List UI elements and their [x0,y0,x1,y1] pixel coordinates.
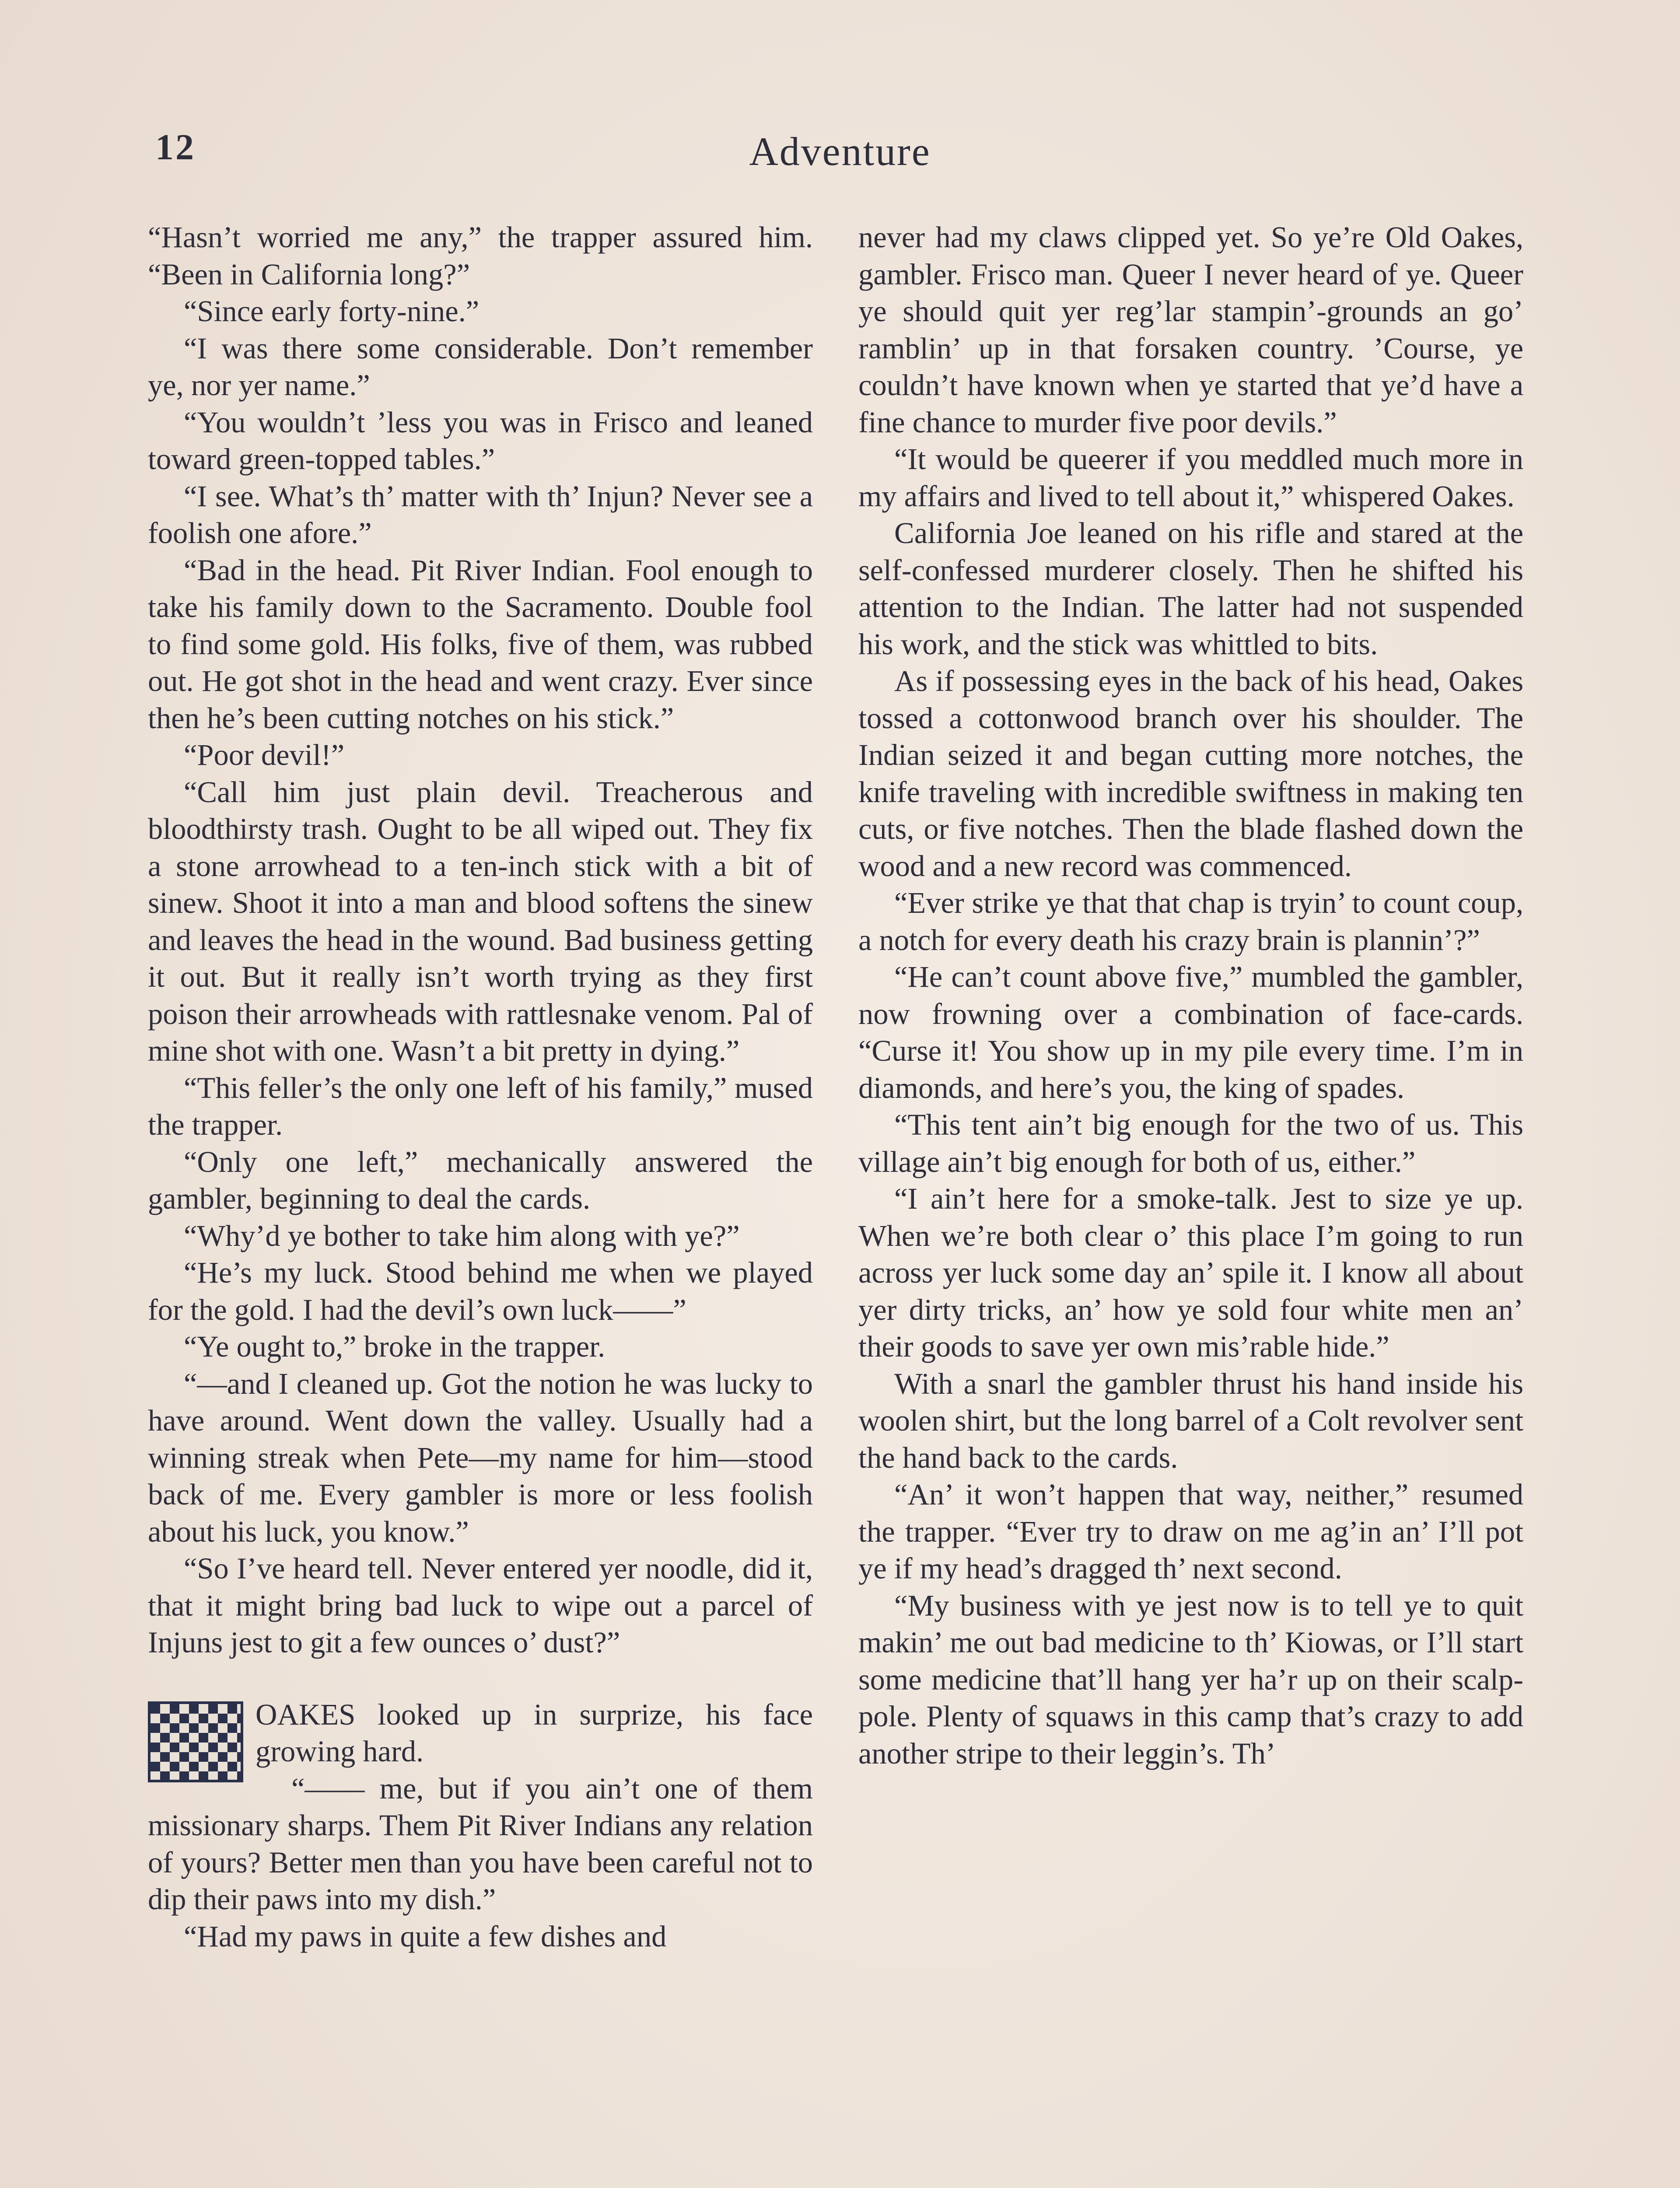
paragraph: “I see. What’s th’ matter with th’ Injun? Never see a foolish one afore.” [148,479,813,550]
paragraph: “You wouldn’t ’less you was in Frisco and leaned toward green-topped tables.” [148,405,813,476]
paragraph: “He’s my luck. Stood behind me when we played for the gold. I had the devil’s own luck——” [148,1256,813,1326]
paragraph: “So I’ve heard tell. Never entered yer noodle, did it, that it might bring bad luck to wipe out a parcel of Injuns jest to git a few ounces o’ dust?” [148,1552,813,1659]
paragraph: “Ye ought to,” broke in the trapper. [184,1330,606,1363]
paragraph: “Poor devil!” [184,738,345,771]
paragraph: “Call him just plain devil. Treacherous and bloodthirsty trash. Ought to be all wiped out. They fix a stone arrowhead to a ten-inch stick with a bit of sinew. Shoot it into a man and blood softens the sinew and leaves the head in the wound. Bad business getting it out. But it really isn’t worth trying as they first poison their arrowheads with rattlesnake venom. Pal of mine shot with one. Wasn’t a bit pretty in dying.” [148,775,813,1067]
paragraph: With a snarl the gambler thrust his hand inside his woolen shirt, but the long barrel of a Colt revolver sent the hand back to the cards. [858,1367,1523,1474]
paragraph: never had my claws clipped yet. So ye’re Old Oakes, gambler. Frisco man. Queer I never heard of ye. Queer ye should quit yer reg’lar stampin’-grounds an go’ ramblin’ up in that forsaken country. ’Course, ye couldn’t have known when ye started that ye’d have a fine chance to murder five poor devils.” [858,221,1523,439]
section-opening-paragraph: OAKES looked up in surprize, his face growing hard. [256,1697,813,1768]
decorative-initial-ornament [148,1701,243,1782]
paragraph: “Had my paws in quite a few dishes and [184,1919,667,1953]
paragraph: “Hasn’t worried me any,” the trapper assured him. “Been in California long?” [148,221,813,291]
paragraph: “Since early forty-nine.” [184,295,480,328]
paragraph: “Only one left,” mechanically answered the gambler, beginning to deal the cards. [148,1145,813,1215]
page-number: 12 [155,127,196,168]
paragraph: “My business with ye jest now is to tell ye to quit makin’ me out bad medicine to th’ Kiowas, or I’ll start some medicine that’ll hang yer ha’r up on their scalp-pole. Plenty of squaws in this camp that’s crazy to add another stripe to their leggin’s. Th’ [858,1588,1523,1770]
paragraph: “This tent ain’t big enough for the two of us. This village ain’t big enough for both of us, either.” [858,1108,1523,1178]
paragraph: As if possessing eyes in the back of his head, Oakes tossed a cottonwood branch over his shoulder. The Indian seized it and began cutting more notches, the knife traveling with incredible swiftness in making ten cuts, or five notches. Then the blade flashed down the wood and a new record was commenced. [858,664,1523,883]
paragraph: “I ain’t here for a smoke-talk. Jest to size ye up. When we’re both clear o’ this place I’m going to run across yer luck some day an’ spile it. I know all about yer dirty tricks, an’ how ye sold four white men an’ their goods to save yer own mis’rable hide.” [858,1182,1523,1363]
paragraph: “Ever strike ye that that chap is tryin’ to count coup, a notch for every death his crazy brain is plannin’?” [858,886,1523,957]
paragraph: “This feller’s the only one left of his family,” mused the trapper. [148,1071,813,1141]
paragraph: “—— me, but if you ain’t one of them missionary sharps. Them Pit River Indians any relation of yours? Better men than you have been careful not to dip their paws into my dish.” [148,1771,813,1916]
magazine-title: Adventure [749,129,931,174]
paragraph: “I was there some considerable. Don’t remember ye, nor yer name.” [148,331,813,402]
paragraph: California Joe leaned on his rifle and stared at the self-confessed murderer closely. Then he shifted his attention to the Indian. The latter had not suspended his work, and the stick was whittled to bits. [858,516,1523,661]
paragraph: “It would be queerer if you meddled much more in my affairs and lived to tell about it,” whispered Oakes. [858,442,1523,513]
paragraph: “—and I cleaned up. Got the notion he was lucky to have around. Went down the valley. Usually had a winning streak when Pete—my name for him—stood back of me. Every gambler is more or less foolish about his luck, you know.” [148,1367,813,1548]
right-column [858,219,1523,1772]
paragraph: “An’ it won’t happen that way, neither,” resumed the trapper. “Ever try to draw on me ag’in an’ I’ll pot ye if my head’s dragged th’ next second. [858,1478,1523,1585]
paragraph: “Why’d ye bother to take him along with ye?” [184,1219,740,1252]
paragraph: “He can’t count above five,” mumbled the gambler, now frowning over a combination of face-cards. “Curse it! You show up in my pile every time. I’m in diamonds, and here’s you, the king of spades. [858,960,1523,1105]
left-column [148,219,813,1955]
section-break [148,1661,813,1696]
paragraph: “Bad in the head. Pit River Indian. Fool enough to take his family down to the Sacramento. Double fool to find some gold. His folks, five of them, was rubbed out. He got shot in the head and went crazy. Ever since then he’s been cutting notches on his stick.” [148,553,813,735]
